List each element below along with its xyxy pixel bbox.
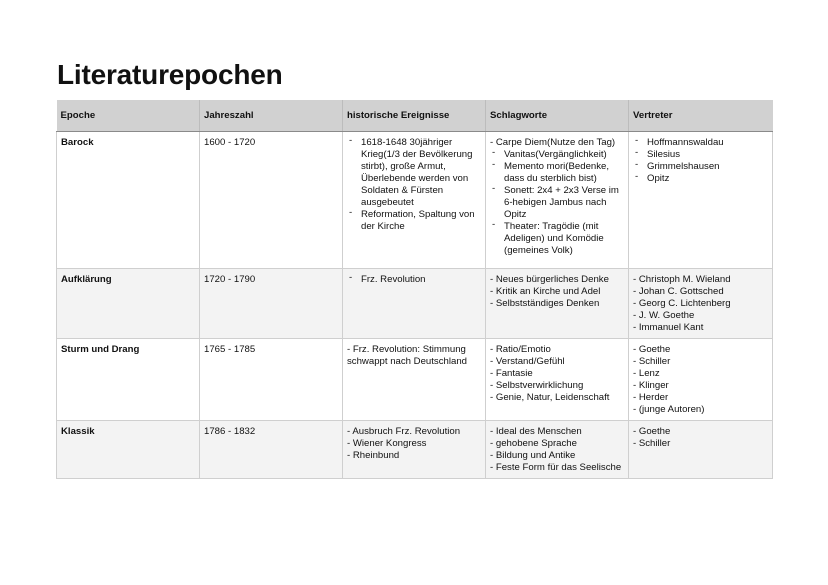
header-epoche: Epoche [57,100,200,132]
list-item: - Lenz [633,368,660,379]
list-item: - Selbstverwirklichung [490,380,584,391]
list-item: - Ideal des Menschen [490,426,582,437]
header-ereignisse: historische Ereignisse [343,100,486,132]
year-cell: 1786 - 1832 [200,421,343,479]
list-item: - Schiller [633,356,671,367]
epoch-cell: Sturm und Drang [57,339,200,421]
keywords-cell [486,421,629,479]
list-item: - Kritik an Kirche und Adel [490,286,601,297]
list-item: - Feste Form für das Seelische [490,462,622,473]
list-item: - (junge Autoren) [633,404,705,415]
list-item: - Hoffmannswaldau [633,137,768,149]
list-item: - Carpe Diem(Nutze den Tag) [490,137,616,148]
list-item: - Johan C. Gottsched [633,286,724,297]
events-cell [343,421,486,479]
authors-cell [629,269,773,339]
list-item: - Wiener Kongress [347,438,427,449]
list-item: - Neues bürgerliches Denke [490,274,609,285]
list-item: - Christoph M. Wieland [633,274,731,285]
header-vertreter: Vertreter [629,100,773,132]
list-item: - gehobene Sprache [490,438,577,449]
keywords-cell [486,132,629,269]
epochs-table [56,100,773,479]
authors-cell [629,339,773,421]
year-cell: 1765 - 1785 [200,339,343,421]
epoch-cell: Klassik [57,421,200,479]
list-item: - Silesius [633,149,768,161]
table-row [57,132,773,269]
list-item: - Frz. Revolution: Stimmung schwappt nach Deutschland [347,344,467,367]
table-header-row [57,100,773,132]
year-cell: 1600 - 1720 [200,132,343,269]
list-item: - Rheinbund [347,450,400,461]
list-item: - J. W. Goethe [633,310,695,321]
list-item: - Bildung und Antike [490,450,576,461]
list-item: - Genie, Natur, Leidenschaft [490,392,610,403]
events-cell [343,132,486,269]
header-schlagworte: Schlagworte [486,100,629,132]
page-title: Literaturepochen [57,59,283,90]
epoch-cell: Aufklärung [57,269,200,339]
table-row [57,421,773,479]
list-item: - Goethe [633,344,671,355]
list-item: - Goethe [633,426,671,437]
list-item: - Immanuel Kant [633,322,704,333]
list-item: - Theater: Tragödie (mit Adeligen) und Komödie (gemeines Volk) [490,221,624,257]
authors-cell [629,421,773,479]
list-item: - Memento mori(Bedenke, dass du sterblich bist) [490,161,624,185]
list-item: - Sonett: 2x4 + 2x3 Verse im 6-hebigen Jambus nach Opitz [490,185,624,221]
list-item: - Vanitas(Vergänglichkeit) [490,149,624,161]
list-item: - Verstand/Gefühl [490,356,565,367]
list-item: - Selbstständiges Denken [490,298,600,309]
table-row [57,339,773,421]
events-cell [343,339,486,421]
events-cell [343,269,486,339]
list-item: - Herder [633,392,669,403]
list-item: - Klinger [633,380,669,391]
list-item: - Ausbruch Frz. Revolution [347,426,461,437]
epoch-cell: Barock [57,132,200,269]
list-item: - Schiller [633,438,671,449]
authors-cell [629,132,773,269]
list-item: - Frz. Revolution [347,274,481,286]
list-item: - Reformation, Spaltung von der Kirche [347,209,481,233]
list-item: - 1618-1648 30jähriger Krieg(1/3 der Bevölkerung stirbt), große Armut, Überlebende werden von Soldaten & Fürsten ausgebeutet [347,137,481,209]
keywords-cell [486,339,629,421]
list-item: - Opitz [633,173,768,185]
list-item: - Grimmelshausen [633,161,768,173]
year-cell: 1720 - 1790 [200,269,343,339]
keywords-cell [486,269,629,339]
list-item: - Ratio/Emotio [490,344,551,355]
list-item: - Fantasie [490,368,533,379]
table-row [57,269,773,339]
list-item: - Georg C. Lichtenberg [633,298,731,309]
header-jahreszahl: Jahreszahl [200,100,343,132]
